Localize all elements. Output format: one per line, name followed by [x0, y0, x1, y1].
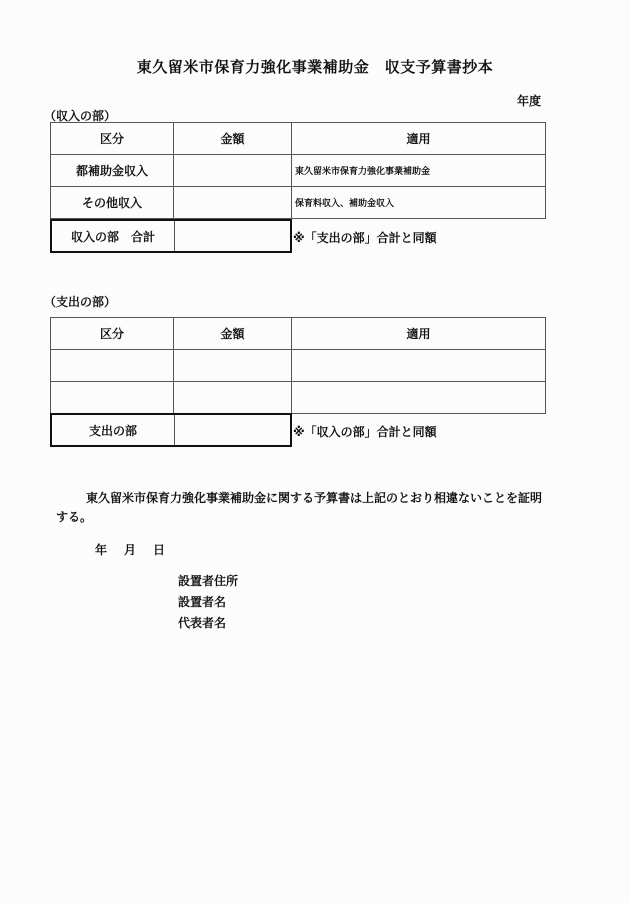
expense-row-category-cell[interactable] [51, 350, 174, 382]
certification-text: 東久留米市保育力強化事業補助金に関する予算書は上記のとおり相違ないことを証明する。 [56, 491, 543, 524]
expense-total-label: 支出の部 [88, 423, 137, 438]
income-header-row [51, 123, 546, 155]
income-row-note: 保育料収入、補助金収入 [292, 187, 546, 219]
income-row-category: その他収入 [51, 187, 174, 219]
expense-total-box [50, 413, 292, 447]
expense-row-note-cell[interactable] [292, 382, 546, 414]
expense-section-label: （支出の部） [44, 295, 117, 309]
expense-table [50, 317, 546, 414]
income-total-box [50, 219, 292, 253]
income-total-note: ※「支出の部」合計と同額 [293, 231, 437, 245]
certification-statement [56, 489, 550, 527]
income-header-amount: 金額 [174, 123, 292, 155]
signer-address-label: 設置者住所 [178, 574, 239, 588]
income-table [50, 122, 546, 219]
representative-name-label: 代表者名 [178, 616, 227, 630]
table-row [51, 187, 546, 219]
income-header-category: 区分 [51, 123, 174, 155]
income-row-category: 都補助金収入 [51, 155, 174, 187]
table-row [51, 350, 546, 382]
expense-total-note: ※「収入の部」合計と同額 [293, 425, 437, 439]
expense-header-row [51, 318, 546, 350]
fiscal-year-label: 年度 [517, 94, 542, 108]
income-row-amount-cell[interactable] [174, 155, 292, 187]
table-row [51, 382, 546, 414]
date-month-label: 月 [124, 543, 137, 557]
page-title: 東久留米市保育力強化事業補助金 収支予算書抄本 [136, 58, 494, 76]
date-day-label: 日 [153, 543, 166, 557]
income-section-label: （収入の部） [44, 109, 117, 123]
date-year-label: 年 [95, 543, 108, 557]
expense-total-amount-cell[interactable] [175, 415, 290, 445]
expense-header-note: 適用 [292, 318, 546, 350]
expense-row-amount-cell[interactable] [174, 350, 292, 382]
expense-row-note-cell[interactable] [292, 350, 546, 382]
expense-header-category: 区分 [51, 318, 174, 350]
expense-header-amount: 金額 [174, 318, 292, 350]
income-row-amount-cell[interactable] [174, 187, 292, 219]
income-row-note: 東久留米市保育力強化事業補助金 [292, 155, 546, 187]
income-header-note: 適用 [292, 123, 546, 155]
table-row [51, 155, 546, 187]
expense-row-category-cell[interactable] [51, 382, 174, 414]
income-total-label: 収入の部 合計 [70, 229, 155, 244]
signer-name-label: 設置者名 [178, 595, 227, 609]
expense-row-amount-cell[interactable] [174, 382, 292, 414]
income-total-amount-cell[interactable] [175, 221, 290, 251]
